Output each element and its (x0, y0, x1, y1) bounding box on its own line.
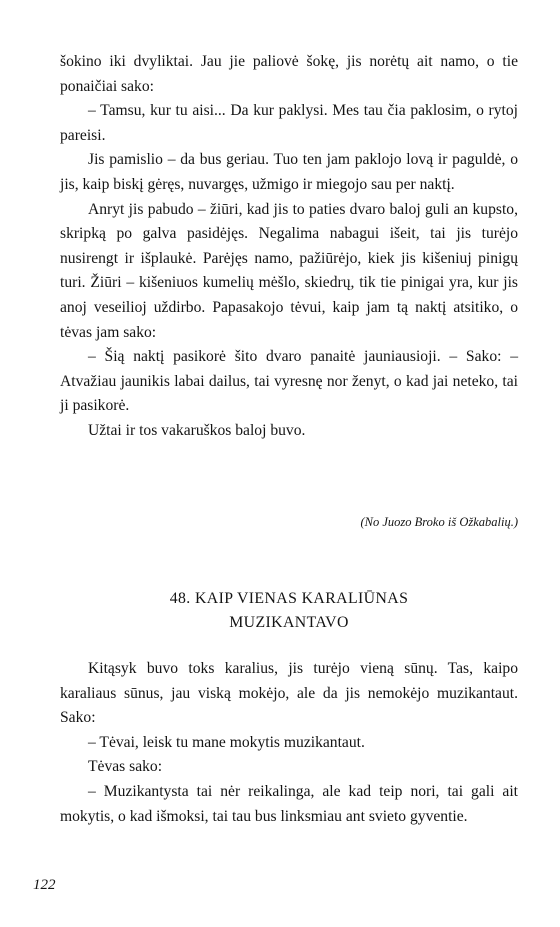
paragraph: – Tėvai, leisk tu mane mokytis muzikantaut. (88, 733, 365, 751)
paragraph: Kitąsyk buvo toks karalius, jis turėjo vieną sūnų. Tas, kaipo karaliaus sūnus, jau viską mokėjo, ale da jis nemokėjo muzikantaut. Sako: (60, 660, 518, 727)
paragraph: – Šią naktį pasikorė šito dvaro panaitė jauniausioji. – Sako: – Atvažiau jaunikis labai dailus, tai vyresnę nor ženyt, o kad jai neteko, tai ji pasikorė. (60, 348, 518, 415)
paragraph: Tėvas sako: (88, 758, 163, 776)
paragraph: Jis pamislio – da bus geriau. Tuo ten jam paklojo lovą ir paguldė, o jis, kaip biskį gėręs, nuvargęs, užmigo ir miegojo sau per naktį. (60, 151, 518, 193)
paragraph: – Muzikantysta tai nėr reikalinga, ale kad teip nori, tai gali ait mokytis, o kad išmoksi, tai tau bus linksmiau ant svieto gyventie. (60, 782, 518, 825)
paragraph: Anryt jis pabudo – žiūri, kad jis to paties dvaro baloj guli an kupsto, skripką po galva pasidėjęs. Negalima nabagui išeit, tai jis turėjo nusirengt ir išplaukė. Parėjęs namo, pažiūrėjo, kiek jis kišeniuj pinigų turi. Žiūri – kišeniuos kumelių mėšlo, skiedrų, tik tie pinigai yra, kur jis anoj veseilioj uždirbo. Papasakojo tėvui, kaip jam tą naktį atsitiko, o tėvas jam sako: (60, 200, 518, 341)
paragraph: Užtai ir tos vakaruškos baloj buvo. (88, 421, 306, 439)
story-title (60, 587, 518, 635)
story-continuation (60, 50, 518, 444)
story-title-line: MUZIKANTAVO (229, 614, 349, 631)
page-number: 122 (33, 877, 56, 893)
story-title-line: 48. KAIP VIENAS KARALIŪNAS (169, 590, 409, 607)
source-attribution: (No Juozo Broko iš Ožkabalių.) (360, 515, 518, 529)
paragraph: šokino iki dvyliktai. Jau jie paliovė šokę, jis norėtų ait namo, o tie ponaičiai sako: (60, 53, 518, 95)
paragraph: – Tamsu, kur tu aisi... Da kur paklysi. Mes tau čia paklosim, o rytoj pareisi. (60, 102, 518, 144)
story-body (60, 657, 518, 829)
